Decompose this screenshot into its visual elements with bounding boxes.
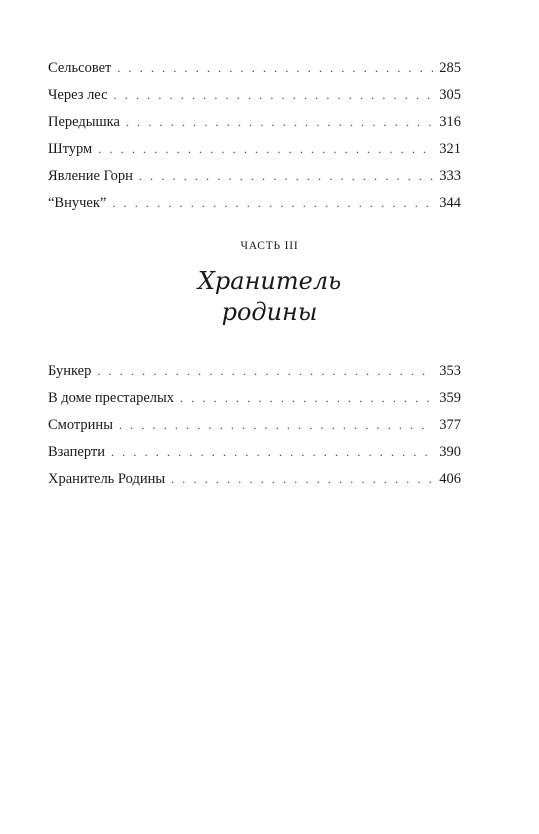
toc-entry-title: Явление Горн — [48, 168, 133, 184]
toc-entry[interactable] — [48, 82, 461, 109]
toc-entry[interactable] — [48, 136, 461, 163]
toc-leader-dots — [180, 385, 433, 412]
toc-entry[interactable] — [48, 109, 461, 136]
toc-entry-page: 285 — [439, 60, 461, 76]
toc-entry[interactable] — [48, 190, 461, 217]
toc-entry-page: 406 — [439, 471, 461, 487]
toc-entry-page: 353 — [439, 363, 461, 379]
toc-leader-dots — [111, 439, 433, 466]
toc-entry-title: Сельсовет — [48, 60, 112, 76]
toc-entry-page: 377 — [439, 417, 461, 433]
toc-entry[interactable] — [48, 412, 461, 439]
toc-entry-title: Через лес — [48, 87, 108, 103]
toc-entry[interactable] — [48, 163, 461, 190]
toc-list-part3 — [48, 358, 461, 493]
part-title-line: родины — [221, 298, 318, 326]
part-label: ЧАСТЬ III — [240, 240, 299, 252]
part-title — [0, 266, 539, 328]
toc-entry[interactable] — [48, 358, 461, 385]
toc-leader-dots — [117, 55, 433, 82]
toc-entry[interactable] — [48, 385, 461, 412]
toc-leader-dots — [114, 82, 433, 109]
toc-leader-dots — [139, 163, 433, 190]
toc-leader-dots — [112, 190, 433, 217]
toc-entry-page: 390 — [439, 444, 461, 460]
toc-entry-title: В доме престарелых — [48, 390, 174, 406]
toc-entry-page: 321 — [439, 141, 461, 157]
toc-leader-dots — [97, 358, 433, 385]
toc-entry-page: 359 — [439, 390, 461, 406]
toc-leader-dots — [126, 109, 433, 136]
toc-entry-title: Передышка — [48, 114, 120, 130]
toc-entry-page: 333 — [439, 168, 461, 184]
toc-entry-title: Взаперти — [48, 444, 105, 460]
toc-entry-page: 305 — [439, 87, 461, 103]
toc-leader-dots — [171, 466, 433, 493]
toc-entry-title: Штурм — [48, 141, 93, 157]
toc-leader-dots — [119, 412, 433, 439]
toc-entry-page: 316 — [439, 114, 461, 130]
toc-entry-title: Смотрины — [48, 417, 113, 433]
toc-entry[interactable] — [48, 55, 461, 82]
toc-list-part2 — [48, 55, 461, 217]
toc-entry-page: 344 — [439, 195, 461, 211]
toc-leader-dots — [98, 136, 433, 163]
toc-entry[interactable] — [48, 439, 461, 466]
toc-entry-title: Хранитель Родины — [48, 471, 166, 487]
toc-entry-title: Бункер — [48, 363, 92, 379]
part-title-line: Хранитель — [197, 267, 342, 295]
toc-entry[interactable] — [48, 466, 461, 493]
toc-entry-title: “Внучек” — [48, 195, 107, 211]
